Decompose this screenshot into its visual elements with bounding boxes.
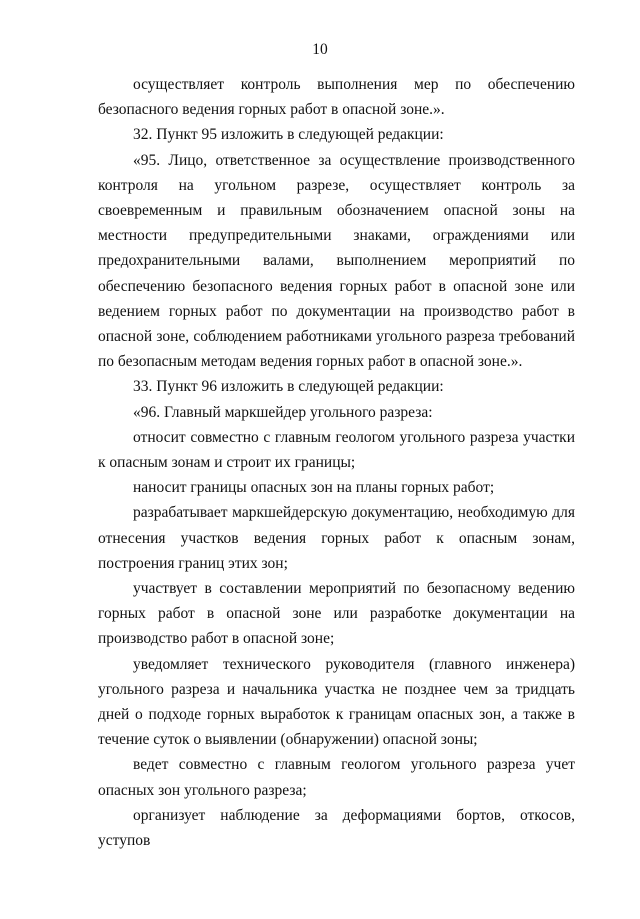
- paragraph-continuation: осуществляет контроль выполнения мер по обеспечению безопасного ведения горных работ в опасной зоне.».: [98, 76, 575, 119]
- paragraph-duty-documentation: разрабатывает маркшейдерскую документацию, необходимую для отнесения участков ведения горных работ к опасным зонам, построения границ этих зон;: [98, 504, 575, 572]
- paragraph-duty-notification: уведомляет технического руководителя (главного инженера) угольного разреза и начальника участка не позднее чем за тридцать дней о подходе горных выработок к границам опасных зон, а также в течение суток о выявлении (обнаружении) опасной зоны;: [98, 655, 575, 749]
- paragraph-item-32: 32. Пункт 95 изложить в следующей редакции:: [133, 126, 444, 144]
- paragraph-item-33: 33. Пункт 96 изложить в следующей редакции:: [133, 378, 444, 396]
- paragraph-point-96-heading: «96. Главный маркшейдер угольного разреза:: [133, 403, 433, 421]
- paragraph-duty-participation: участвует в составлении мероприятий по безопасному ведению горных работ в опасной зоне или разработке документации на производство работ в опасной зоне;: [98, 580, 575, 648]
- paragraph-duty-map-boundaries: наносит границы опасных зон на планы горных работ;: [133, 479, 495, 497]
- paragraph-point-95: «95. Лицо, ответственное за осуществление производственного контроля на угольном разрезе, осуществляет контроль за своевременным и правильным обозначением опасной зоны на местности предупредительными знаками, ограждениями или предохранительными валами, выполнением мероприятий по обеспечению безопасного ведения горных работ в опасной зоне или ведением горных работ по документации на производство работ в опасной зоне, соблюдением работниками угольного разреза требований по безопасным методам ведения горных работ в опасной зоне.».: [98, 151, 575, 371]
- paragraph-duty-accounting: ведет совместно с главным геологом угольного разреза учет опасных зон угольного разреза;: [98, 756, 575, 799]
- document-body: [98, 72, 575, 853]
- paragraph-duty-assign-zones: относит совместно с главным геологом угольного разреза участки к опасным зонам и строит их границы;: [98, 428, 575, 472]
- paragraph-duty-observation: организует наблюдение за деформациями бортов, откосов, уступов: [98, 806, 575, 850]
- page-number: 10: [312, 41, 328, 58]
